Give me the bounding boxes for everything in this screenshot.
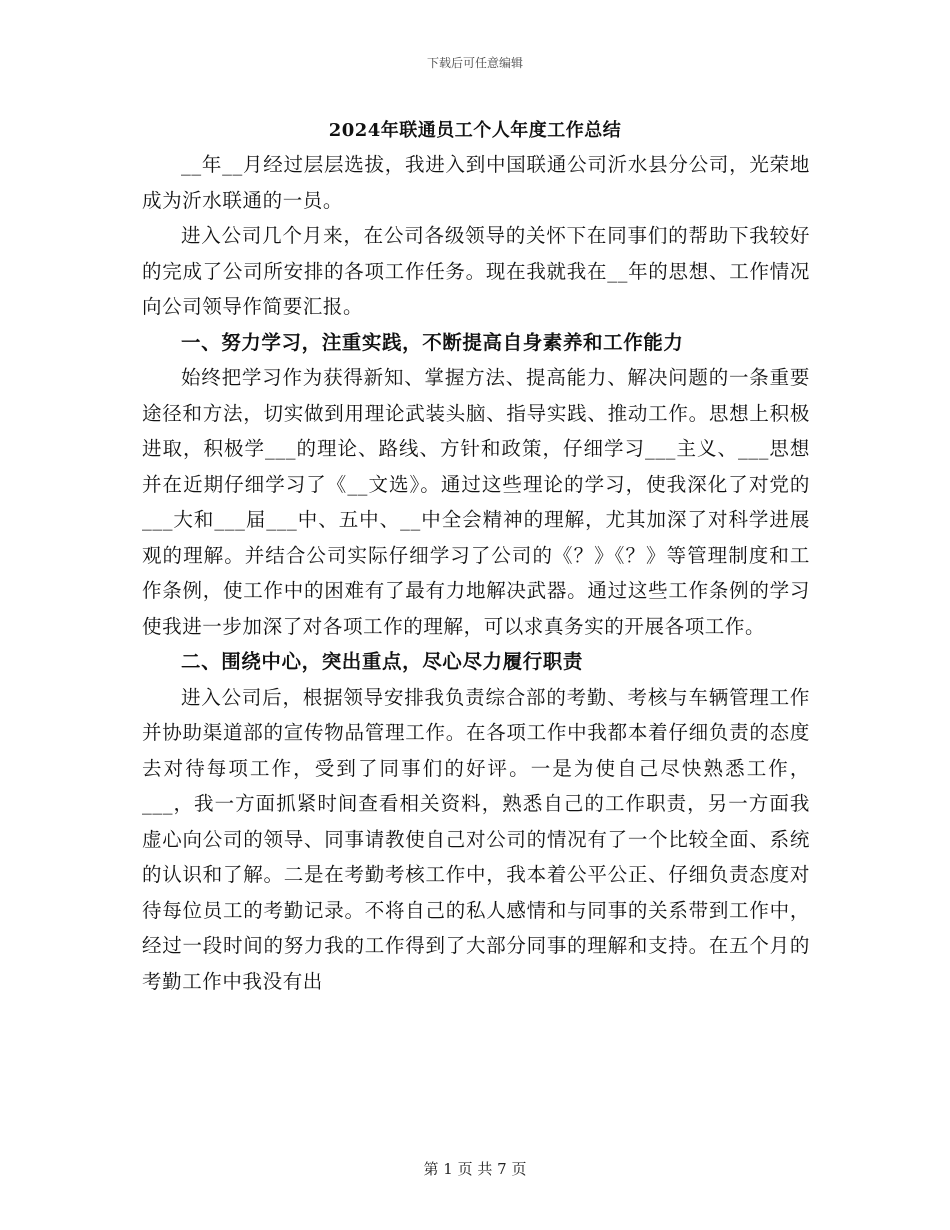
section-heading-1: 一、努力学习，注重实践，不断提高自身素养和工作能力 bbox=[181, 330, 684, 354]
section-heading-2: 二、围绕中心，突出重点，尽心尽力履行职责 bbox=[181, 650, 584, 673]
page-number: 第 1 页 共 7 页 bbox=[423, 1160, 527, 1178]
paragraph-intro: __年__月经过层层选拔，我进入到中国联通公司沂水县分公司，光荣地成为沂水联通的一员。 bbox=[142, 153, 810, 212]
paragraph-study: 始终把学习作为获得新知、掌握方法、提高能力、解决问题的一条重要途径和方法，切实做到用理论武装头脑、指导实践、推动工作。思想上积极进取，积极学___的理论、路线、方针和政策，仔细学习___主义、___思想并在近期仔细学习了《__文选》。通过这些理论的学习，使我深化了对党的___大和___届___中、五中、__中全会精神的理解，尤其加深了对科学进展观的理解。并结合公司实际仔细学习了公司的《？》《？》等管理制度和工作条例，使工作中的困难有了最有力地解决武器。通过这些工作条例的学习使我进一步加深了对各项工作的理解，可以求真务实的开展各项工作。 bbox=[142, 366, 810, 638]
paragraph-overview: 进入公司几个月来，在公司各级领导的关怀下在同事们的帮助下我较好的完成了公司所安排的各项工作任务。现在我就我在__年的思想、工作情况向公司领导作简要汇报。 bbox=[142, 224, 810, 318]
document-body bbox=[142, 147, 810, 999]
header-note: 下载后可任意编辑 bbox=[426, 56, 523, 70]
document-title: 2024年联通员工个人年度工作总结 bbox=[328, 120, 622, 141]
paragraph-duties: 进入公司后，根据领导安排我负责综合部的考勤、考核与车辆管理工作并协助渠道部的宣传物品管理工作。在各项工作中我都本着仔细负责的态度去对待每项工作，受到了同事们的好评。一是为使自己尽快熟悉工作，___，我一方面抓紧时间查看相关资料，熟悉自己的工作职责，另一方面我虚心向公司的领导、同事请教使自己对公司的情况有了一个比较全面、系统的认识和了解。二是在考勤考核工作中，我本着公平公正、仔细负责态度对待每位员工的考勤记录。不将自己的私人感情和与同事的关系带到工作中，经过一段时间的努力我的工作得到了大部分同事的理解和支持。在五个月的考勤工作中我没有出 bbox=[142, 685, 810, 993]
